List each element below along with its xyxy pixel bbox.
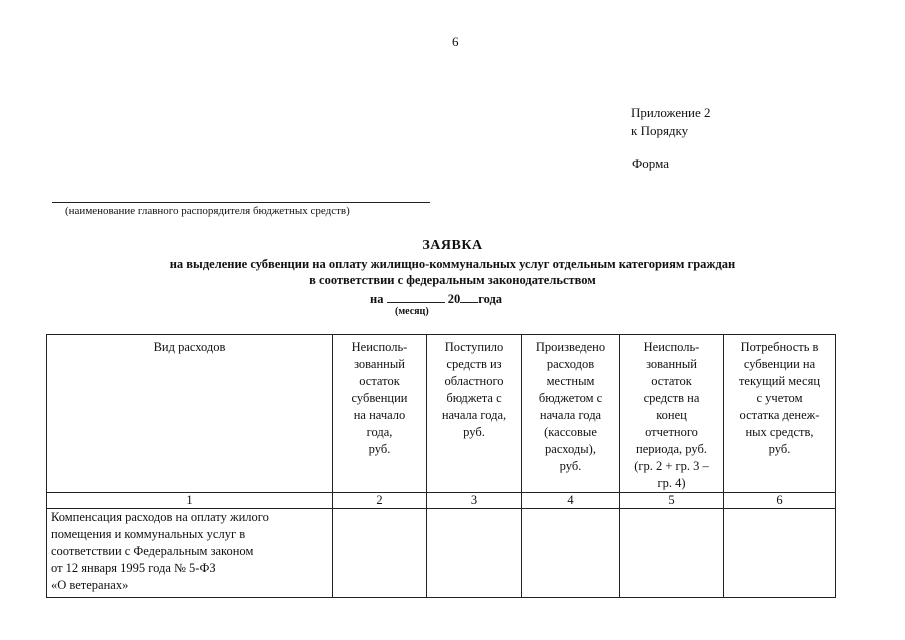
- date-suffix: года: [478, 292, 503, 306]
- cell-text-line: периода, руб.: [636, 442, 707, 456]
- cell-text-line: отчетного: [645, 425, 698, 439]
- cell-text-line: средств из: [446, 357, 502, 371]
- table-row: [47, 509, 836, 598]
- cell-text-line: Компенсация расходов на оплату жилого: [51, 510, 269, 524]
- year-blank: [460, 290, 478, 303]
- appendix-line-1: Приложение 2: [631, 105, 711, 120]
- cell-text-line: расходы),: [545, 442, 596, 456]
- cell-text-line: зованный: [646, 357, 697, 371]
- cell-text-line: остаток: [359, 374, 400, 388]
- cell-text-line: руб.: [768, 442, 791, 456]
- col-header-1: [47, 335, 333, 493]
- col-number-4: 4: [522, 493, 620, 509]
- cell-text-line: года,: [366, 425, 393, 439]
- cell-text-line: областного: [444, 374, 504, 388]
- document-title: ЗАЯВКА: [422, 238, 483, 253]
- value-cell-5[interactable]: [620, 509, 724, 598]
- cell-text-line: руб.: [463, 425, 485, 439]
- cell-text-line: соответствии с Федеральным законом: [51, 544, 254, 558]
- cell-text-line: от 12 января 1995 года № 5-ФЗ: [51, 561, 216, 575]
- col-number-1: 1: [47, 493, 333, 509]
- appendix-reference: [631, 104, 711, 140]
- cell-text-line: местным: [546, 374, 595, 388]
- column-number-row: [47, 493, 836, 509]
- cell-text-line: руб.: [368, 442, 391, 456]
- cell-text-line: Неисполь-: [351, 340, 408, 354]
- date-line: [370, 290, 502, 307]
- cell-text-line: начала года: [539, 408, 602, 422]
- title-subline-2: в соответствии с федеральным законодательством: [309, 273, 596, 287]
- col-number-5: 5: [620, 493, 724, 509]
- cell-text-line: руб.: [559, 459, 582, 473]
- cell-text-line: субвенции на: [743, 357, 816, 371]
- col-number-3: 3: [427, 493, 522, 509]
- cell-text-line: с учетом: [756, 391, 803, 405]
- cell-text-line: ных средств,: [745, 425, 814, 439]
- cell-text-line: Вид расходов: [153, 340, 226, 354]
- org-name-line: [52, 202, 430, 203]
- year-prefix: 20: [447, 292, 461, 306]
- cell-text-line: остатка денеж-: [739, 408, 820, 422]
- cell-text-line: зованный: [354, 357, 405, 371]
- page-number: 6: [452, 34, 459, 49]
- col-header-2: [333, 335, 427, 493]
- cell-text-line: Потребность в: [740, 340, 819, 354]
- cell-text-line: текущий месяц: [738, 374, 821, 388]
- cell-text-line: Произведено: [535, 340, 606, 354]
- cell-text-line: средств на: [643, 391, 700, 405]
- month-caption: (месяц): [395, 306, 429, 317]
- cell-text-line: субвенции: [351, 391, 408, 405]
- cell-text-line: гр. 4): [657, 476, 686, 490]
- date-prefix: на: [370, 292, 384, 306]
- col-header-5: [620, 335, 724, 493]
- title-subline-1: на выделение субвенции на оплату жилищно-коммунальных услуг отдельным категориям граждан: [169, 257, 736, 271]
- col-header-4: [522, 335, 620, 493]
- table-header-row: [47, 335, 836, 493]
- cell-text-line: начала года,: [441, 408, 507, 422]
- cell-text-line: (гр. 2 + гр. 3 –: [634, 459, 709, 473]
- subvention-table: [46, 334, 836, 598]
- form-label: Форма: [632, 156, 669, 171]
- value-cell-3[interactable]: [427, 509, 522, 598]
- value-cell-4[interactable]: [522, 509, 620, 598]
- cell-text-line: бюджета с: [446, 391, 502, 405]
- cell-text-line: расходов: [546, 357, 595, 371]
- cell-text-line: Поступило: [444, 340, 504, 354]
- cell-text-line: бюджетом с: [538, 391, 603, 405]
- col-header-6: [724, 335, 836, 493]
- col-number-2: 2: [333, 493, 427, 509]
- value-cell-6[interactable]: [724, 509, 836, 598]
- org-name-caption: (наименование главного распорядителя бюджетных средств): [65, 205, 350, 217]
- cell-text-line: помещения и коммунальных услуг в: [51, 527, 246, 541]
- col-header-3: [427, 335, 522, 493]
- col-number-6: 6: [724, 493, 836, 509]
- cell-text-line: (кассовые: [544, 425, 597, 439]
- cell-text-line: на начало: [353, 408, 406, 422]
- expense-type-cell: [47, 509, 333, 598]
- cell-text-line: конец: [656, 408, 687, 422]
- appendix-line-2: к Порядку: [631, 123, 689, 138]
- month-blank: [387, 290, 445, 303]
- cell-text-line: Неисполь-: [643, 340, 700, 354]
- value-cell-2[interactable]: [333, 509, 427, 598]
- cell-text-line: остаток: [651, 374, 692, 388]
- cell-text-line: «О ветеранах»: [51, 578, 129, 592]
